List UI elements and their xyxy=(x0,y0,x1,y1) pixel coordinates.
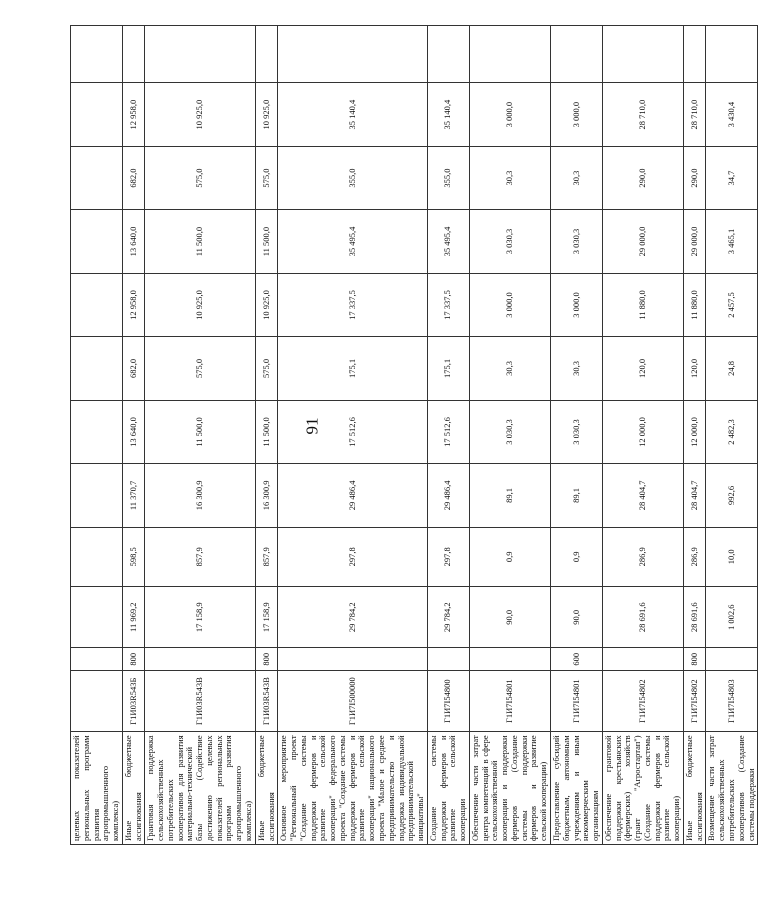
table-row xyxy=(122,26,145,845)
row-value-cell xyxy=(278,26,427,83)
row-value-cell xyxy=(427,648,469,671)
row-value-cell: 10,0 xyxy=(706,527,758,586)
row-value-cell: 682,0 xyxy=(122,337,145,400)
row-value-cell: 355,0 xyxy=(278,146,427,209)
row-name-cell: Иные бюджетные ассигнования xyxy=(255,732,278,845)
row-name-cell: Основное мероприятие "Региональный проект "Создание системы поддержки фермеров и развитие сельской кооперации" федерального проекта "Создание системы поддержки фермеров и развитие сельской кооперации" национального проекта "Малое и среднее предпринимательство и поддержка индивидуальной предпринимательской инициативы" xyxy=(278,732,427,845)
row-value-cell: 28 404,7 xyxy=(602,464,683,527)
row-name-cell: Предоставление субсидий бюджетным, автономным учреждениям и иным некоммерческим организациям xyxy=(550,732,602,845)
row-value-cell xyxy=(469,648,550,671)
row-value-cell: 1 002,6 xyxy=(706,587,758,648)
row-value-cell xyxy=(71,26,123,83)
row-value-cell: 12 958,0 xyxy=(122,83,145,146)
row-value-cell: 857,9 xyxy=(145,527,255,586)
row-value-cell: 24,8 xyxy=(706,337,758,400)
row-value-cell xyxy=(71,527,123,586)
row-value-cell: 290,0 xyxy=(683,146,706,209)
row-value-cell: 17 337,5 xyxy=(278,273,427,336)
row-name-cell: Иные бюджетные ассигнования xyxy=(683,732,706,845)
row-value-cell: 12 000,0 xyxy=(602,400,683,463)
table-row xyxy=(427,26,469,845)
row-value-cell: 175,1 xyxy=(427,337,469,400)
table-row xyxy=(145,26,255,845)
row-value-cell: 3 000,0 xyxy=(469,273,550,336)
table-row xyxy=(550,26,602,845)
row-value-cell: 297,8 xyxy=(278,527,427,586)
row-value-cell: 35 495,4 xyxy=(427,210,469,273)
row-value-cell: 28 710,0 xyxy=(602,83,683,146)
row-value-cell: 89,1 xyxy=(550,464,602,527)
row-value-cell: 297,8 xyxy=(427,527,469,586)
row-name-cell: Создание системы поддержки фермеров и развитие сельской кооперации xyxy=(427,732,469,845)
table-row xyxy=(602,26,683,845)
row-value-cell: 3 430,4 xyxy=(706,83,758,146)
row-value-cell: 0,9 xyxy=(550,527,602,586)
row-value-cell xyxy=(71,587,123,648)
row-value-cell: 290,0 xyxy=(602,146,683,209)
row-value-cell: 17 512,6 xyxy=(278,400,427,463)
table-row xyxy=(469,26,550,845)
row-value-cell: 17 158,9 xyxy=(255,587,278,648)
row-value-cell xyxy=(706,648,758,671)
row-value-cell xyxy=(550,26,602,83)
row-code-cell: Г1И7I54803 xyxy=(706,670,758,731)
row-name-cell: Иные бюджетные ассигнования xyxy=(122,732,145,845)
row-value-cell: 29 486,4 xyxy=(278,464,427,527)
row-value-cell xyxy=(427,26,469,83)
row-value-cell: 13 640,0 xyxy=(122,400,145,463)
row-value-cell: 11 500,0 xyxy=(255,400,278,463)
table-row xyxy=(706,26,758,845)
table-body xyxy=(71,26,758,845)
row-value-cell xyxy=(278,648,427,671)
row-value-cell: 17 337,5 xyxy=(427,273,469,336)
row-value-cell: 3 030,3 xyxy=(469,210,550,273)
row-code-cell: Г1И7I54801 xyxy=(550,670,602,731)
row-value-cell: 10 925,0 xyxy=(145,273,255,336)
row-value-cell: 28 691,6 xyxy=(683,587,706,648)
row-value-cell xyxy=(71,400,123,463)
row-value-cell: 2 457,5 xyxy=(706,273,758,336)
row-value-cell xyxy=(255,26,278,83)
row-value-cell: 11 500,0 xyxy=(255,210,278,273)
row-value-cell: 35 495,4 xyxy=(278,210,427,273)
row-value-cell: 800 xyxy=(683,648,706,671)
row-value-cell: 3 000,0 xyxy=(469,83,550,146)
row-value-cell: 175,1 xyxy=(278,337,427,400)
row-code-cell: Г1И7I500000 xyxy=(278,670,427,731)
row-value-cell: 120,0 xyxy=(683,337,706,400)
row-value-cell: 35 140,4 xyxy=(427,83,469,146)
row-value-cell: 35 140,4 xyxy=(278,83,427,146)
row-value-cell: 3 000,0 xyxy=(550,273,602,336)
row-value-cell xyxy=(71,648,123,671)
row-value-cell: 30,3 xyxy=(550,337,602,400)
row-value-cell: 992,6 xyxy=(706,464,758,527)
row-value-cell: 89,1 xyxy=(469,464,550,527)
row-value-cell: 16 300,9 xyxy=(255,464,278,527)
row-code-cell: Г1И7I54802 xyxy=(602,670,683,731)
row-value-cell: 286,9 xyxy=(683,527,706,586)
budget-table xyxy=(70,25,758,845)
row-value-cell: 575,0 xyxy=(145,146,255,209)
row-value-cell: 10 925,0 xyxy=(145,83,255,146)
row-value-cell xyxy=(469,26,550,83)
row-code-cell: Г1И03R543Б xyxy=(122,670,145,731)
table-row xyxy=(71,26,123,845)
row-code-cell: Г1И7I54800 xyxy=(427,670,469,731)
row-value-cell: 29 486,4 xyxy=(427,464,469,527)
table-row xyxy=(683,26,706,845)
row-name-cell: Грантовая поддержка сельскохозяйственных потребительских кооперативов для развития материально-технической базы (Содействие достижению целевых показателей региональных программ развития агропромышленного комплекса) xyxy=(145,732,255,845)
row-value-cell: 575,0 xyxy=(145,337,255,400)
row-value-cell: 17 158,9 xyxy=(145,587,255,648)
row-code-cell: Г1И03R543В xyxy=(145,670,255,731)
row-value-cell: 11 500,0 xyxy=(145,210,255,273)
row-value-cell: 28 691,6 xyxy=(602,587,683,648)
row-code-cell: Г1И7I54801 xyxy=(469,670,550,731)
row-name-cell: Обеспечение части затрат центра компетенций в сфере сельскохозяйственной кооперации и поддержки фермеров (Создание системы поддержки фермеров и развитие сельской кооперации) xyxy=(469,732,550,845)
row-value-cell xyxy=(683,26,706,83)
row-value-cell xyxy=(145,648,255,671)
row-value-cell: 28 710,0 xyxy=(683,83,706,146)
row-value-cell: 28 404,7 xyxy=(683,464,706,527)
row-value-cell xyxy=(602,26,683,83)
row-value-cell: 10 925,0 xyxy=(255,273,278,336)
row-name-cell: Обеспечение грантовой поддержки крестьянских (фермерских) хозяйств (грант "Агростартап") (Создание системы поддержки фермеров и развитие сельской кооперации) xyxy=(602,732,683,845)
row-value-cell: 11 880,0 xyxy=(683,273,706,336)
row-value-cell: 800 xyxy=(122,648,145,671)
row-value-cell: 2 482,3 xyxy=(706,400,758,463)
row-value-cell: 800 xyxy=(255,648,278,671)
row-value-cell: 12 000,0 xyxy=(683,400,706,463)
rotated-table-wrapper xyxy=(70,25,756,845)
row-value-cell: 12 958,0 xyxy=(122,273,145,336)
row-value-cell: 598,5 xyxy=(122,527,145,586)
row-value-cell: 29 784,2 xyxy=(427,587,469,648)
row-value-cell xyxy=(122,26,145,83)
row-value-cell: 3 030,3 xyxy=(469,400,550,463)
row-value-cell: 30,3 xyxy=(469,337,550,400)
row-value-cell: 17 512,6 xyxy=(427,400,469,463)
row-value-cell: 29 784,2 xyxy=(278,587,427,648)
row-value-cell xyxy=(71,464,123,527)
row-value-cell: 3 030,3 xyxy=(550,210,602,273)
row-value-cell: 16 300,9 xyxy=(145,464,255,527)
row-code-cell: Г1И7I54802 xyxy=(683,670,706,731)
row-value-cell: 3 000,0 xyxy=(550,83,602,146)
row-value-cell: 3 030,3 xyxy=(550,400,602,463)
row-value-cell: 575,0 xyxy=(255,146,278,209)
row-value-cell: 3 465,1 xyxy=(706,210,758,273)
row-name-cell: целевых показателей региональных программ развития агропромышленного комплекса) xyxy=(71,732,123,845)
row-value-cell: 11 500,0 xyxy=(145,400,255,463)
row-name-cell: Возмещение части затрат сельскохозяйственных потребительских кооперативов (Создание системы поддержки xyxy=(706,732,758,845)
row-value-cell xyxy=(71,337,123,400)
row-value-cell xyxy=(71,83,123,146)
row-value-cell: 29 000,0 xyxy=(602,210,683,273)
row-value-cell: 29 000,0 xyxy=(683,210,706,273)
row-value-cell: 355,0 xyxy=(427,146,469,209)
row-value-cell: 34,7 xyxy=(706,146,758,209)
row-value-cell: 600 xyxy=(550,648,602,671)
row-value-cell: 13 640,0 xyxy=(122,210,145,273)
row-value-cell xyxy=(71,146,123,209)
row-value-cell xyxy=(71,273,123,336)
row-value-cell: 0,9 xyxy=(469,527,550,586)
row-value-cell: 286,9 xyxy=(602,527,683,586)
row-value-cell: 90,0 xyxy=(550,587,602,648)
row-value-cell: 10 925,0 xyxy=(255,83,278,146)
row-value-cell: 11 880,0 xyxy=(602,273,683,336)
row-value-cell: 857,9 xyxy=(255,527,278,586)
row-value-cell: 11 370,7 xyxy=(122,464,145,527)
table-row xyxy=(255,26,278,845)
row-value-cell: 11 969,2 xyxy=(122,587,145,648)
row-value-cell xyxy=(145,26,255,83)
row-value-cell: 575,0 xyxy=(255,337,278,400)
row-value-cell: 682,0 xyxy=(122,146,145,209)
row-value-cell: 90,0 xyxy=(469,587,550,648)
row-value-cell: 30,3 xyxy=(469,146,550,209)
row-value-cell: 120,0 xyxy=(602,337,683,400)
row-code-cell: Г1И03R543В xyxy=(255,670,278,731)
row-value-cell xyxy=(706,26,758,83)
table-row xyxy=(278,26,427,845)
row-value-cell xyxy=(71,210,123,273)
page-number: 91 xyxy=(302,417,322,435)
row-value-cell: 30,3 xyxy=(550,146,602,209)
row-value-cell xyxy=(602,648,683,671)
row-code-cell xyxy=(71,670,123,731)
